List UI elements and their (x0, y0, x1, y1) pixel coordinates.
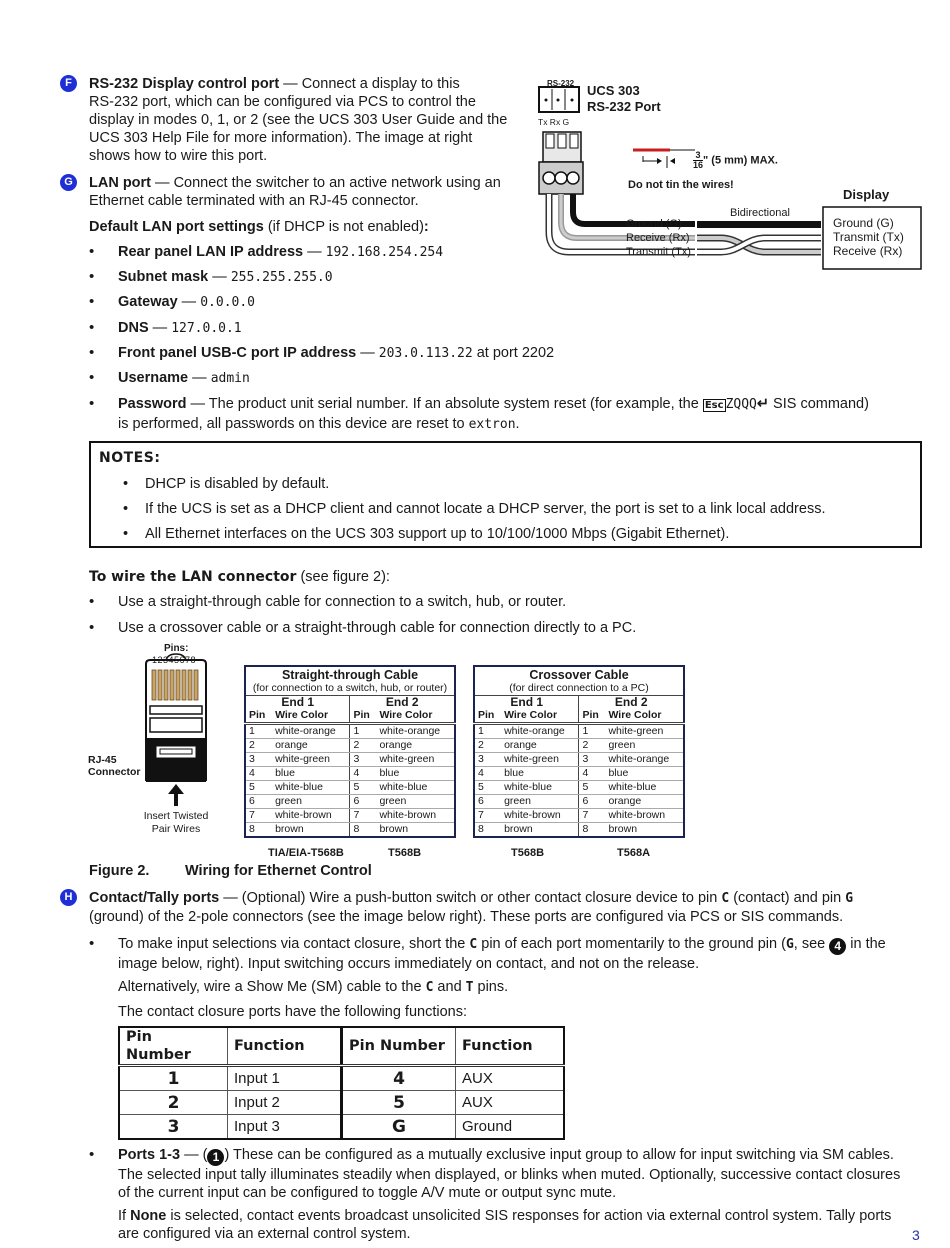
functions-intro: The contact closure ports have the following functions: (118, 1004, 467, 1020)
cell: green (605, 739, 684, 753)
insert-wires-line1: Insert Twisted (143, 810, 209, 822)
setting-item (118, 243, 443, 262)
section-h-line: (contact) and pin (729, 890, 846, 906)
default-password: extron (468, 417, 516, 432)
bullet: • (123, 476, 129, 492)
diagram-title-line2: RS-232 Port (587, 99, 661, 114)
setting-item (118, 319, 242, 338)
col-header: Wire Color (605, 709, 684, 724)
cell: 5 (245, 781, 272, 795)
bullet-text-part: image below, right). Input switching occurs immediately on contact, and not on the release. (118, 956, 700, 972)
wire-label: Transmit (Tx) (833, 230, 904, 244)
show-me-part: and (433, 979, 466, 995)
table-row (245, 739, 455, 753)
note-item: If the UCS is set as a DHCP client and cannot locate a DHCP server, the port is set to a link local address. (145, 501, 826, 517)
cell: orange (501, 739, 579, 753)
pins-numbers: 12345678 (152, 655, 197, 665)
setting-label: Front panel USB-C port IP address (118, 345, 357, 361)
cell: white-orange (501, 724, 579, 739)
pin-code: C (721, 891, 730, 906)
standard-label: T568A (617, 847, 651, 859)
strip-fraction-num: 3 (693, 151, 703, 161)
cell: white-green (501, 753, 579, 767)
password-text: . (515, 416, 520, 432)
end-header: End 1 (281, 695, 315, 709)
figure-caption: Wiring for Ethernet Control (185, 863, 372, 879)
display-label: Display (843, 187, 890, 202)
table-row (119, 1091, 564, 1115)
cell: brown (272, 823, 350, 838)
table-row (474, 823, 684, 838)
table-subtitle: (for connection to a switch, hub, or router) (245, 682, 455, 696)
section-f-line: shows how to wire this port. (89, 148, 268, 164)
cell: 5 (579, 781, 605, 795)
lan-wiring-heading (89, 568, 390, 586)
table-row (245, 795, 455, 809)
cell: AUX (456, 1091, 565, 1115)
notes-title: NOTES: (99, 450, 161, 466)
no-tin-warning: Do not tin the wires! (628, 179, 734, 191)
cell: G (342, 1115, 456, 1140)
bullet: • (89, 395, 95, 412)
contact-closure-bullet (118, 935, 918, 973)
rj45-label-line2: Connector (88, 766, 141, 778)
setting-value: 0.0.0.0 (200, 295, 256, 310)
bullet-text-part: in the (846, 936, 886, 952)
note-item: All Ethernet interfaces on the UCS 303 support up to 10/100/1000 Mbps (Gigabit Ethernet). (145, 526, 730, 542)
cell: 6 (245, 795, 272, 809)
cell: white-orange (272, 724, 350, 739)
cell: 2 (119, 1091, 228, 1115)
cell: 4 (579, 767, 605, 781)
ports-bullet (118, 1146, 928, 1202)
password-label: Password (118, 396, 187, 412)
none-text: is selected, contact events broadcast unsolicited SIS responses for action via external control system. Tally ports (166, 1208, 892, 1224)
show-me-part: Alternatively, wire a Show Me (SM) cable to the (118, 979, 426, 995)
section-g-text (89, 174, 501, 210)
col-header: Pin (579, 709, 605, 724)
standard-label: TIA/EIA-T568B (268, 847, 344, 859)
col-header: Wire Color (501, 709, 579, 724)
setting-sep: — (356, 345, 379, 361)
diagram-title-line1: UCS 303 (587, 83, 640, 98)
pins-label: Pins: (164, 643, 189, 654)
bullet: • (123, 526, 129, 542)
wire-label: Receive (Rx) (626, 232, 690, 244)
col-header: Pin Number (119, 1027, 228, 1066)
cell: blue (272, 767, 350, 781)
lan-wiring-heading-rest: (see figure 2): (296, 569, 390, 585)
cell: 1 (350, 724, 376, 739)
setting-label: Gateway (118, 294, 178, 310)
cell: 6 (474, 795, 501, 809)
bullet: • (123, 501, 129, 517)
wire-label: Receive (Rx) (833, 244, 903, 258)
default-lan-heading-colon: : (423, 219, 429, 235)
section-h-title: Contact/Tally ports (89, 890, 220, 906)
crossover-table (473, 665, 685, 838)
setting-label: Rear panel LAN IP address (118, 244, 304, 260)
straight-through-table (244, 665, 456, 838)
pin-code: C (469, 937, 478, 952)
cell: white-blue (605, 781, 684, 795)
cell: white-brown (376, 809, 455, 823)
cell: brown (501, 823, 579, 838)
setting-value: 203.0.113.22 (378, 346, 473, 361)
cell: 1 (119, 1066, 228, 1091)
cell: white-brown (605, 809, 684, 823)
bidirectional-label: Bidirectional (730, 207, 790, 219)
bullet: • (89, 593, 95, 610)
col-header: Wire Color (376, 709, 455, 724)
wire-label: Transmit (Tx) (626, 246, 691, 258)
bullet: • (89, 369, 95, 386)
cell: Input 3 (228, 1115, 342, 1140)
none-text: are configured via an external control system. (118, 1226, 411, 1242)
pin-code: T (465, 980, 474, 995)
section-g-line: Ethernet cable terminated with an RJ-45 connector. (89, 193, 419, 209)
table-row (474, 753, 684, 767)
ports-text: — ( (180, 1147, 208, 1163)
end-header: End 2 (350, 696, 455, 710)
notes-box (89, 441, 922, 548)
cell: 3 (119, 1115, 228, 1140)
section-f-title: RS-232 Display control port (89, 76, 280, 92)
cell: white-blue (501, 781, 579, 795)
end-header: End 1 (510, 695, 544, 709)
table-row (245, 753, 455, 767)
callout-4-icon: 4 (829, 938, 846, 955)
cell: 1 (245, 724, 272, 739)
diagram-title (587, 83, 661, 115)
bullet-text-part: To make input selections via contact closure, short the (118, 936, 470, 952)
rs232-port-label: RS-232 (547, 79, 575, 88)
cell: green (376, 795, 455, 809)
cell: 8 (579, 823, 605, 838)
cell: blue (376, 767, 455, 781)
cell: green (501, 795, 579, 809)
cell: 8 (474, 823, 501, 838)
col-header: Wire Color (272, 709, 350, 724)
setting-value: 192.168.254.254 (325, 245, 444, 260)
show-me-part: pins. (473, 979, 509, 995)
col-header: Pin (245, 709, 272, 724)
cell: 8 (245, 823, 272, 838)
cell: white-green (376, 753, 455, 767)
strip-length (693, 151, 778, 170)
bullet: • (89, 935, 95, 952)
password-text: is performed, all passwords on this device are reset to (118, 416, 469, 432)
cell: white-brown (272, 809, 350, 823)
table-row (245, 724, 455, 739)
section-h-line: (ground) of the 2-pole connectors (see the image below right). These ports are configured via PCS or SIS commands. (89, 909, 844, 925)
cell: 5 (474, 781, 501, 795)
cell: orange (272, 739, 350, 753)
callout-1-icon: 1 (207, 1149, 224, 1166)
setting-item (118, 268, 333, 287)
note-item: DHCP is disabled by default. (145, 476, 330, 492)
pin-code: G (785, 937, 794, 952)
cell: 7 (579, 809, 605, 823)
bullet-text-part: pin of each port momentarily to the ground pin ( (477, 936, 786, 952)
cell: white-orange (376, 724, 455, 739)
section-f-marker: F (60, 75, 77, 92)
wire-label: Ground (G) (833, 216, 894, 230)
return-key-icon: ↵ (756, 396, 770, 412)
insert-wires-label (142, 810, 210, 836)
strip-unit: " (5 mm) MAX. (703, 154, 778, 167)
cell: 4 (245, 767, 272, 781)
standard-label: T568B (511, 847, 545, 859)
lan-wiring-bullet: Use a crossover cable or a straight-through cable for connection directly to a PC. (118, 620, 637, 636)
none-option-text (118, 1207, 928, 1243)
cell: 4 (342, 1066, 456, 1091)
cell: 2 (245, 739, 272, 753)
default-lan-heading-rest: (if DHCP is not enabled) (263, 219, 424, 235)
none-bold: None (130, 1208, 167, 1224)
end-header: End 2 (579, 696, 684, 710)
cell: Ground (456, 1115, 565, 1140)
col-header: Pin (474, 709, 501, 724)
section-h-text (89, 889, 929, 926)
display-wire-labels (833, 216, 904, 258)
cell: 1 (474, 724, 501, 739)
setting-sep: — (303, 244, 326, 260)
section-f-line: display in modes 0, 1, or 2 (see the UCS 303 User Guide and the (89, 112, 508, 128)
table-row (474, 767, 684, 781)
cell: 3 (579, 753, 605, 767)
col-header: Pin (350, 709, 376, 724)
cell: orange (376, 739, 455, 753)
table-row (474, 809, 684, 823)
contact-pin-table (118, 1026, 565, 1140)
bullet: • (89, 344, 95, 361)
cell: 3 (474, 753, 501, 767)
ports-label: Ports 1-3 (118, 1147, 181, 1163)
none-text: If (118, 1208, 131, 1224)
cell: 4 (474, 767, 501, 781)
pin-code: C (425, 980, 434, 995)
cell: 7 (350, 809, 376, 823)
pin-code: G (845, 891, 854, 906)
cell: white-blue (272, 781, 350, 795)
bullet: • (89, 293, 95, 310)
password-text: — The product unit serial number. If an absolute system reset (for example, the (186, 396, 703, 412)
bullet-text-part: , see (793, 936, 830, 952)
cell: 4 (350, 767, 376, 781)
ports-text: ) These can be configured as a mutually exclusive input group to allow for input switching via SM cables. (224, 1147, 894, 1163)
setting-after: at port 2202 (472, 345, 555, 361)
table-row (474, 739, 684, 753)
cell: white-blue (376, 781, 455, 795)
setting-item (118, 369, 250, 388)
wire-label: Ground (G) (626, 218, 682, 230)
standard-label: T568B (388, 847, 422, 859)
section-g-line: — Connect the switcher to an active network using an (151, 175, 501, 191)
table-row (474, 724, 684, 739)
cell: 6 (579, 795, 605, 809)
cell: blue (501, 767, 579, 781)
ports-text: of the current input can be configured to toggle A/V mute or output sync mute. (118, 1185, 617, 1201)
cell: Input 2 (228, 1091, 342, 1115)
cell: 2 (350, 739, 376, 753)
table-row (474, 781, 684, 795)
cell: orange (605, 795, 684, 809)
table-row (119, 1115, 564, 1140)
rj45-label (88, 754, 141, 778)
ports-text: The selected input tally illuminates steadily when displayed, or blinks when muted. Optionally, successive contact closures (118, 1167, 901, 1183)
cell: 7 (245, 809, 272, 823)
strip-fraction-den: 16 (693, 160, 704, 170)
password-item (118, 395, 918, 434)
table-title: Straight-through Cable (281, 668, 419, 682)
insert-wires-line2: Pair Wires (151, 823, 201, 835)
cell: AUX (456, 1066, 565, 1091)
table-row (474, 795, 684, 809)
rj45-label-line1: RJ-45 (88, 754, 117, 766)
setting-label: DNS (118, 320, 149, 336)
cell: 3 (245, 753, 272, 767)
default-lan-heading (89, 218, 429, 236)
table-row (245, 767, 455, 781)
cell: 2 (474, 739, 501, 753)
password-text: SIS command) (769, 396, 869, 412)
setting-sep: — (177, 294, 201, 310)
setting-value: admin (210, 371, 250, 386)
section-g-title: LAN port (89, 175, 152, 191)
col-header: Pin Number (342, 1027, 456, 1066)
col-header: Function (456, 1027, 565, 1066)
table-row (245, 823, 455, 838)
table-row (245, 781, 455, 795)
bullet: • (89, 319, 95, 336)
setting-label: Username (118, 370, 189, 386)
cell: brown (605, 823, 684, 838)
show-me-text (118, 978, 508, 997)
cell: 1 (579, 724, 605, 739)
left-wire-labels (626, 217, 691, 259)
setting-sep: — (208, 269, 231, 285)
lan-wiring-heading-bold: To wire the LAN connector (89, 569, 297, 585)
rs232-wiring-diagram (535, 72, 925, 272)
esc-key-icon: Esc (704, 400, 724, 411)
setting-sep: — (148, 320, 172, 336)
cell: 8 (350, 823, 376, 838)
figure-number: Figure 2. (89, 863, 150, 879)
sis-command: ZQQQ (725, 397, 757, 412)
cell: 7 (474, 809, 501, 823)
setting-label: Subnet mask (118, 269, 209, 285)
cell: white-orange (605, 753, 684, 767)
lan-wiring-bullet: Use a straight-through cable for connection to a switch, hub, or router. (118, 594, 567, 610)
cell: white-green (605, 724, 684, 739)
bullet: • (89, 268, 95, 285)
cell: 3 (350, 753, 376, 767)
bullet: • (89, 243, 95, 260)
table-title: Crossover Cable (529, 668, 629, 682)
table-row (245, 809, 455, 823)
table-subtitle: (for direct connection to a PC) (474, 682, 684, 696)
section-f-line: UCS 303 Help File for more information). The image at right (89, 130, 473, 146)
setting-sep: — (188, 370, 211, 386)
setting-value: 255.255.255.0 (230, 270, 333, 285)
section-h-marker: H (60, 889, 77, 906)
pin-labels: Tx Rx G (538, 117, 570, 127)
cell: 5 (342, 1091, 456, 1115)
setting-item (118, 293, 255, 312)
cell: 6 (350, 795, 376, 809)
section-g-marker: G (60, 174, 77, 191)
section-f-line: RS-232 port, which can be configured via PCS to control the (89, 94, 476, 110)
cell: white-green (272, 753, 350, 767)
bullet: • (89, 1146, 95, 1163)
cell: 5 (350, 781, 376, 795)
page-number: 3 (912, 1227, 920, 1243)
setting-item (118, 344, 554, 363)
cell: blue (605, 767, 684, 781)
cell: white-brown (501, 809, 579, 823)
col-header: Function (228, 1027, 342, 1066)
cell: Input 1 (228, 1066, 342, 1091)
rj45-connector-diagram (86, 640, 226, 840)
cell: green (272, 795, 350, 809)
section-f-line: — Connect a display to this (279, 76, 460, 92)
cell: brown (376, 823, 455, 838)
setting-value: 127.0.0.1 (171, 321, 242, 336)
cell: 2 (579, 739, 605, 753)
table-row (119, 1066, 564, 1091)
bullet: • (89, 619, 95, 636)
default-lan-heading-bold: Default LAN port settings (89, 219, 264, 235)
section-f-text (89, 75, 507, 165)
section-h-line: — (Optional) Wire a push-button switch or other contact closure device to pin (219, 890, 722, 906)
